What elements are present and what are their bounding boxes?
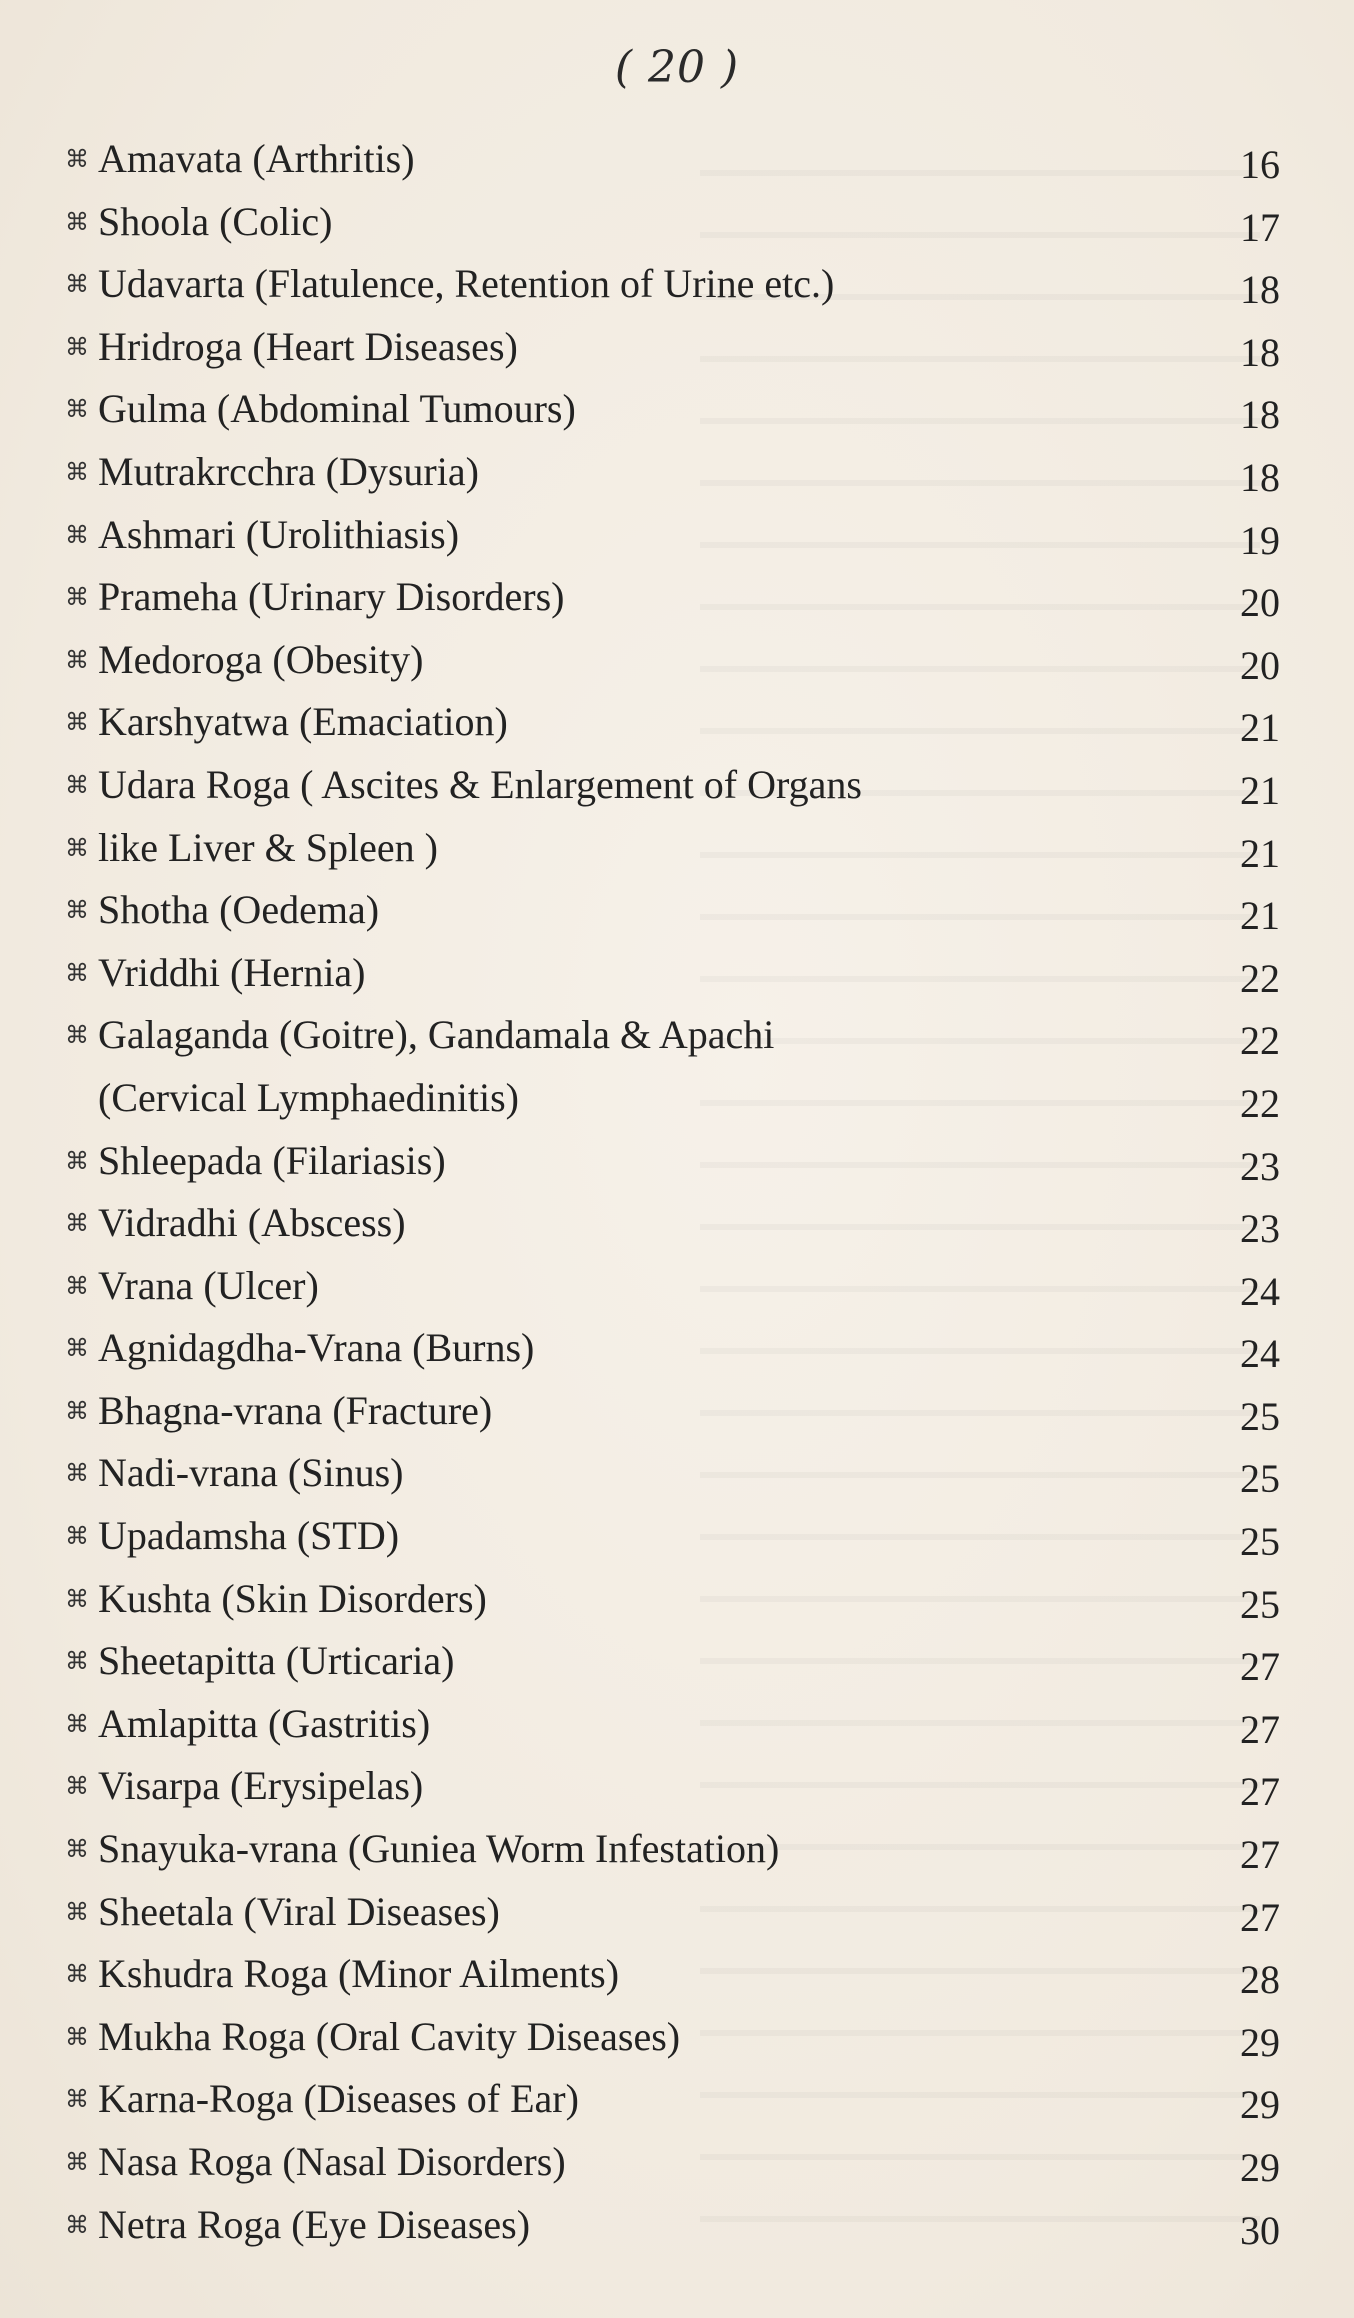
toc-entry-page: 18 [1240, 392, 1280, 438]
bullet-icon: ⌘ [65, 332, 89, 361]
toc-entry [60, 2194, 1280, 2257]
toc-entry-title: Shleepada (Filariasis) [98, 1137, 446, 1183]
toc-entry-page: 27 [1240, 1644, 1280, 1690]
bullet-icon: ⌘ [65, 1522, 89, 1551]
toc-entry-title: like Liver & Spleen ) [98, 824, 438, 870]
bullet-icon: ⌘ [65, 2022, 89, 2051]
bullet-icon: ⌘ [65, 896, 89, 925]
toc-entry [60, 1255, 1280, 1318]
toc-entry-title: Sheetala (Viral Diseases) [98, 1888, 500, 1934]
toc-entry [60, 817, 1280, 880]
toc-entry [60, 1067, 1280, 1130]
toc-entry-title: Visarpa (Erysipelas) [98, 1763, 424, 1809]
toc-entry-title: Nadi-vrana (Sinus) [98, 1450, 404, 1496]
toc-entry-title: Prameha (Urinary Disorders) [98, 574, 565, 620]
toc-entry-title: Vrana (Ulcer) [98, 1262, 319, 1308]
toc-entry-title: Amavata (Arthritis) [98, 136, 415, 181]
bullet-icon: ⌘ [65, 1021, 89, 1050]
toc-entry-title: Gulma (Abdominal Tumours) [98, 386, 576, 432]
toc-entry-title: Ashmari (Urolithiasis) [98, 511, 460, 557]
bullet-icon: ⌘ [65, 1209, 89, 1238]
toc-entry [60, 1192, 1280, 1255]
bullet-icon: ⌘ [65, 1146, 89, 1175]
bullet-icon: ⌘ [65, 708, 89, 737]
toc-entry-title: Vriddhi (Hernia) [98, 949, 366, 995]
toc-entry [60, 1755, 1280, 1818]
toc-entry-page: 25 [1240, 1393, 1280, 1439]
toc-entry-page: 27 [1240, 1706, 1280, 1752]
toc-entry-title: Karna-Roga (Diseases of Ear) [98, 2076, 579, 2122]
bullet-icon: ⌘ [65, 2148, 89, 2176]
toc-entry [60, 1943, 1280, 2006]
toc-entry-title: Snayuka-vrana (Guniea Worm Infestation) [98, 1826, 780, 1872]
bullet-icon: ⌘ [65, 1709, 89, 1738]
page-number: ( 20 ) [614, 42, 740, 93]
toc-entry-page: 16 [1240, 142, 1280, 187]
bullet-icon: ⌘ [65, 1334, 89, 1363]
toc-entry-page: 27 [1240, 1769, 1280, 1815]
toc-entry [60, 2131, 1280, 2194]
toc-entry-page: 27 [1240, 1832, 1280, 1878]
bullet-icon: ⌘ [65, 833, 89, 862]
toc-entry-title: Mutrakrcchra (Dysuria) [98, 448, 479, 494]
bullet-icon: ⌘ [65, 2085, 89, 2114]
bullet-icon: ⌘ [65, 2210, 89, 2239]
toc-entry [60, 1130, 1280, 1193]
toc-entry-title: Amlapitta (Gastritis) [98, 1700, 431, 1746]
toc-entry-page: 24 [1240, 1268, 1280, 1314]
toc-entry-page: 18 [1240, 454, 1280, 500]
toc-entry-page: 18 [1240, 267, 1280, 313]
bullet-icon: ⌘ [65, 145, 89, 173]
toc-entry-title: Medoroga (Obesity) [98, 636, 424, 682]
bullet-icon: ⌘ [65, 1960, 89, 1989]
toc-entry-page: 28 [1240, 1957, 1280, 2003]
toc-entry-page: 25 [1240, 1581, 1280, 1627]
bullet-icon: ⌘ [65, 457, 89, 486]
toc-entry-page: 30 [1240, 2207, 1280, 2253]
toc-entry-page: 19 [1240, 517, 1280, 563]
toc-entry-title: Bhagna-vrana (Fracture) [98, 1387, 493, 1433]
bullet-icon: ⌘ [65, 1396, 89, 1425]
toc-entry-title: Shoola (Colic) [98, 198, 333, 244]
toc-entry [60, 1630, 1280, 1693]
toc-entry-page: 21 [1240, 830, 1280, 876]
toc-entry [60, 378, 1280, 441]
toc-entry-page: 18 [1240, 329, 1280, 375]
bullet-icon: ⌘ [65, 1897, 89, 1926]
bullet-icon: ⌘ [65, 395, 89, 424]
toc-entry [60, 942, 1280, 1005]
toc-entry [60, 879, 1280, 942]
toc-entry-title: Karshyatwa (Emaciation) [98, 699, 508, 745]
toc-entry [60, 691, 1280, 754]
bullet-icon: ⌘ [65, 1647, 89, 1676]
toc-entry [60, 1442, 1280, 1505]
toc-entry-page: 29 [1240, 2082, 1280, 2128]
toc-entry-page: 23 [1240, 1143, 1280, 1189]
bullet-icon: ⌘ [65, 583, 89, 612]
toc-entry-page: 20 [1240, 580, 1280, 626]
bullet-icon: ⌘ [65, 958, 89, 987]
toc-entry-title: (Cervical Lymphaedinitis) [98, 1074, 519, 1120]
bullet-icon: ⌘ [65, 207, 89, 236]
toc-entry-title: Nasa Roga (Nasal Disorders) [98, 2139, 566, 2184]
toc-entry-page: 24 [1240, 1331, 1280, 1377]
toc-entry-title: Udavarta (Flatulence, Retention of Urine etc.) [98, 261, 835, 307]
toc-entry-page: 20 [1240, 642, 1280, 688]
toc-entry-page: 21 [1240, 705, 1280, 751]
toc-entry [60, 504, 1280, 567]
bullet-icon: ⌘ [65, 645, 89, 674]
toc-entry-title: Mukha Roga (Oral Cavity Diseases) [98, 2013, 681, 2059]
table-of-contents [60, 128, 1280, 2256]
toc-entry [60, 754, 1280, 817]
bullet-icon: ⌘ [65, 270, 89, 299]
toc-entry-page: 22 [1240, 955, 1280, 1001]
toc-entry-page: 22 [1240, 1080, 1280, 1126]
bullet-icon: ⌘ [65, 1835, 89, 1864]
toc-entry [60, 191, 1280, 254]
toc-entry-title: Agnidagdha-Vrana (Burns) [98, 1325, 535, 1371]
toc-entry [60, 1818, 1280, 1881]
toc-entry-page: 29 [1240, 2145, 1280, 2190]
toc-entry-page: 21 [1240, 893, 1280, 939]
toc-entry-page: 25 [1240, 1519, 1280, 1565]
toc-entry [60, 316, 1280, 379]
toc-entry-page: 25 [1240, 1456, 1280, 1502]
toc-entry-page: 29 [1240, 2019, 1280, 2065]
toc-entry [60, 629, 1280, 692]
toc-entry [60, 1568, 1280, 1631]
toc-entry-page: 17 [1240, 204, 1280, 250]
toc-entry [60, 128, 1280, 191]
toc-entry-title: Udara Roga ( Ascites & Enlargement of Organs [98, 761, 862, 807]
toc-entry [60, 566, 1280, 629]
bullet-icon: ⌘ [65, 1584, 89, 1613]
toc-entry-title: Kshudra Roga (Minor Ailments) [98, 1951, 620, 1997]
toc-entry [60, 1881, 1280, 1944]
toc-entry-title: Hridroga (Heart Diseases) [98, 323, 518, 369]
toc-entry-title: Kushta (Skin Disorders) [98, 1575, 487, 1621]
toc-entry [60, 1380, 1280, 1443]
bullet-icon: ⌘ [65, 1271, 89, 1300]
toc-entry-title: Upadamsha (STD) [98, 1513, 400, 1559]
bullet-icon: ⌘ [65, 770, 89, 799]
toc-entry-page: 23 [1240, 1206, 1280, 1252]
toc-entry-page: 22 [1240, 1018, 1280, 1064]
toc-entry [60, 1505, 1280, 1568]
toc-entry-page: 27 [1240, 1894, 1280, 1940]
toc-entry-title: Galaganda (Goitre), Gandamala & Apachi [98, 1012, 775, 1058]
bullet-icon: ⌘ [65, 1772, 89, 1801]
toc-entry-title: Netra Roga (Eye Diseases) [98, 2201, 531, 2247]
toc-entry [60, 1693, 1280, 1756]
toc-entry-title: Shotha (Oedema) [98, 887, 380, 933]
bullet-icon: ⌘ [65, 520, 89, 549]
toc-entry [60, 253, 1280, 316]
toc-entry-title: Vidradhi (Abscess) [98, 1200, 406, 1246]
toc-entry-page: 21 [1240, 767, 1280, 813]
toc-entry [60, 1317, 1280, 1380]
toc-entry [60, 441, 1280, 504]
toc-entry-title: Sheetapitta (Urticaria) [98, 1638, 455, 1684]
toc-entry [60, 2068, 1280, 2131]
toc-entry [60, 1004, 1280, 1067]
toc-entry [60, 2006, 1280, 2069]
bullet-icon: ⌘ [65, 1459, 89, 1488]
